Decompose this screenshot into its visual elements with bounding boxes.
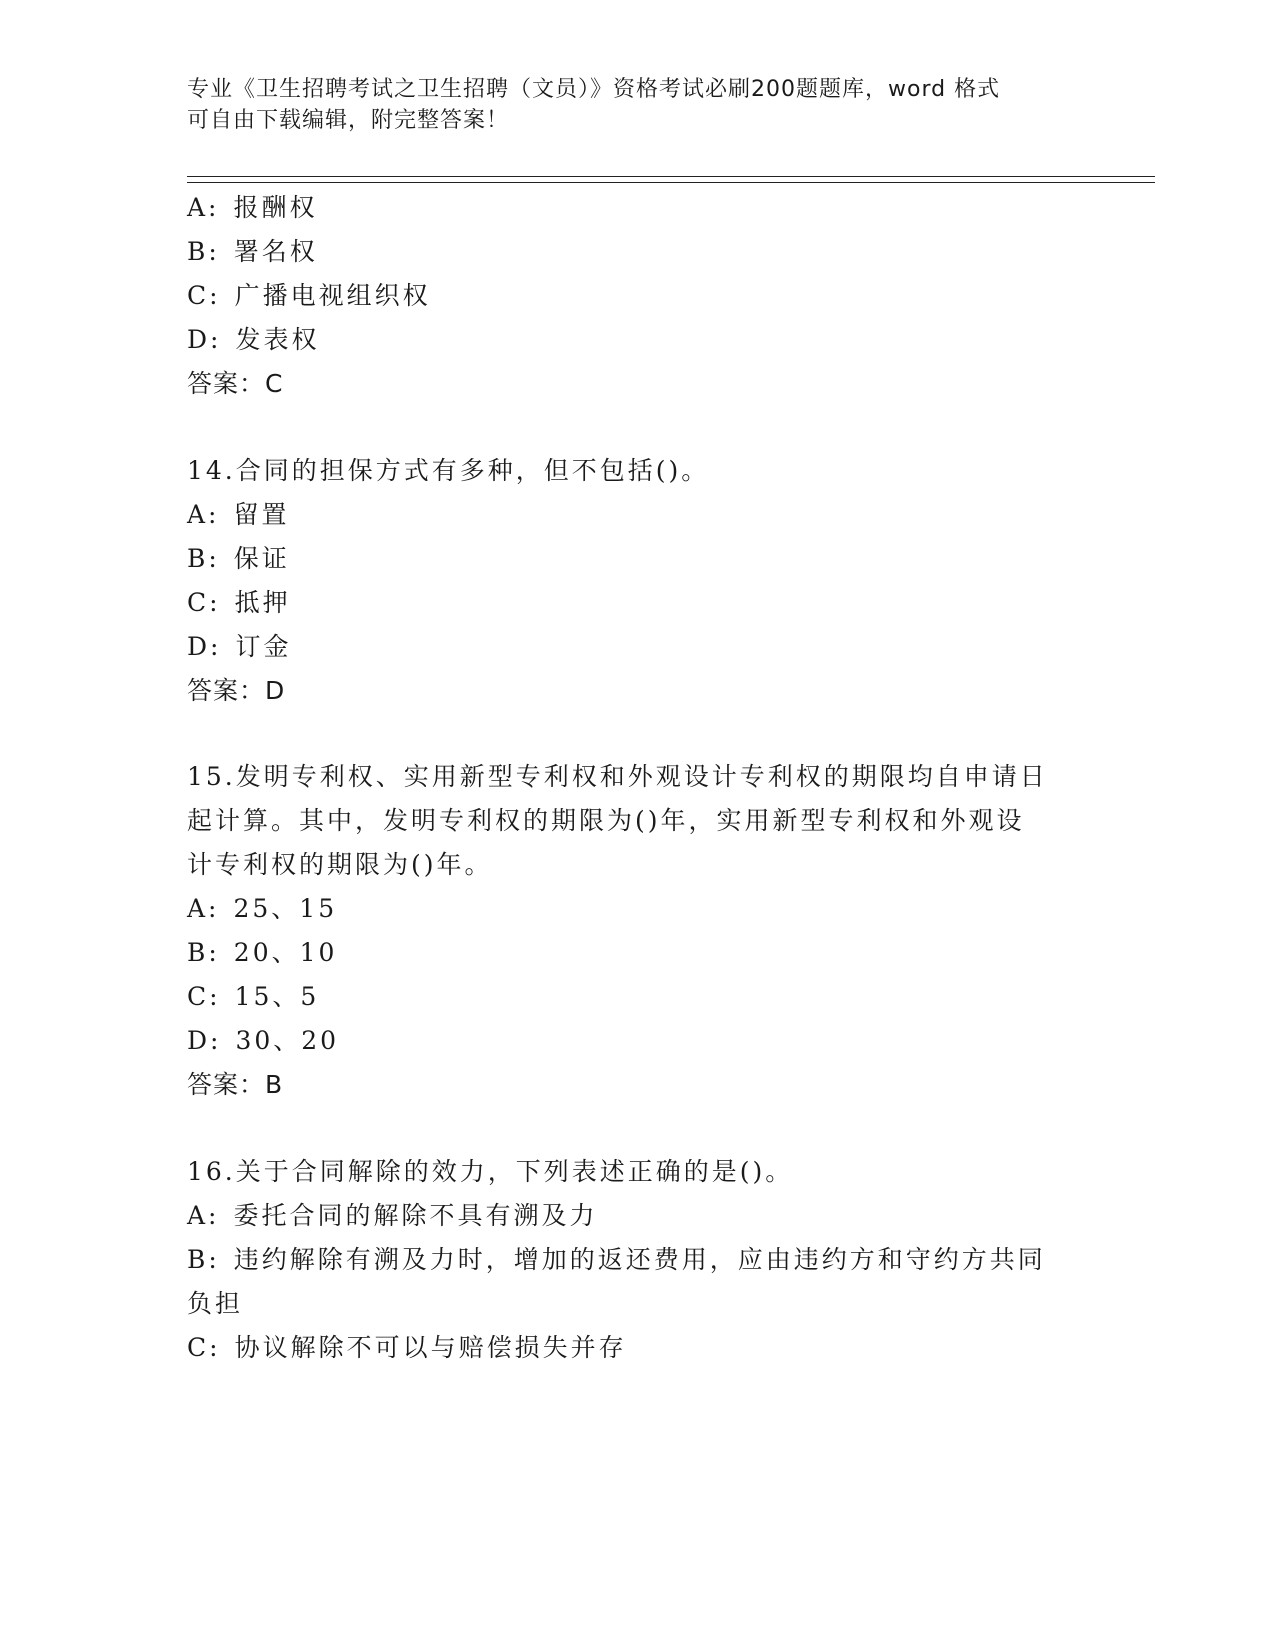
option-item: B: 20、10 (187, 938, 338, 967)
header-divider-bottom (187, 182, 1155, 183)
option-item: B: 保证 (187, 544, 290, 573)
header-line-2: 可自由下载编辑，附完整答案！ (187, 108, 510, 133)
option-item: D: 30、20 (187, 1026, 340, 1055)
option-item: C: 协议解除不可以与赔偿损失并存 (187, 1333, 627, 1362)
header-divider-top (187, 176, 1155, 177)
question-text: 计专利权的期限为()年。 (187, 850, 493, 879)
option-item-continuation: 负担 (187, 1289, 244, 1318)
option-item: D: 订金 (187, 632, 292, 661)
option-item: A: 委托合同的解除不具有溯及力 (187, 1201, 598, 1230)
document-header (187, 74, 1067, 136)
option-item: D: 发表权 (187, 325, 320, 354)
option-item: C: 抵押 (187, 588, 291, 617)
question-text: 15.发明专利权、实用新型专利权和外观设计专利权的期限均自申请日 (187, 762, 1048, 791)
option-item: C: 广播电视组织权 (187, 281, 431, 310)
answer-text: 答案：D (187, 676, 286, 705)
answer-text: 答案：C (187, 369, 284, 398)
option-item: A: 报酬权 (187, 193, 318, 222)
option-item: B: 署名权 (187, 237, 318, 266)
option-item: C: 15、5 (187, 982, 320, 1011)
question-text: 起计算。其中，发明专利权的期限为()年，实用新型专利权和外观设 (187, 806, 1025, 835)
answer-text: 答案：B (187, 1070, 284, 1099)
question-text: 16.关于合同解除的效力，下列表述正确的是()。 (187, 1157, 794, 1186)
option-item: B: 违约解除有溯及力时，增加的返还费用，应由违约方和守约方共同 (187, 1245, 1046, 1274)
question-text: 14.合同的担保方式有多种，但不包括()。 (187, 456, 710, 485)
option-item: A: 25、15 (187, 894, 338, 923)
option-item: A: 留置 (187, 500, 290, 529)
header-line-1: 专业《卫生招聘考试之卫生招聘（文员）》资格考试必刷200题题库，word 格式 (187, 77, 1001, 102)
